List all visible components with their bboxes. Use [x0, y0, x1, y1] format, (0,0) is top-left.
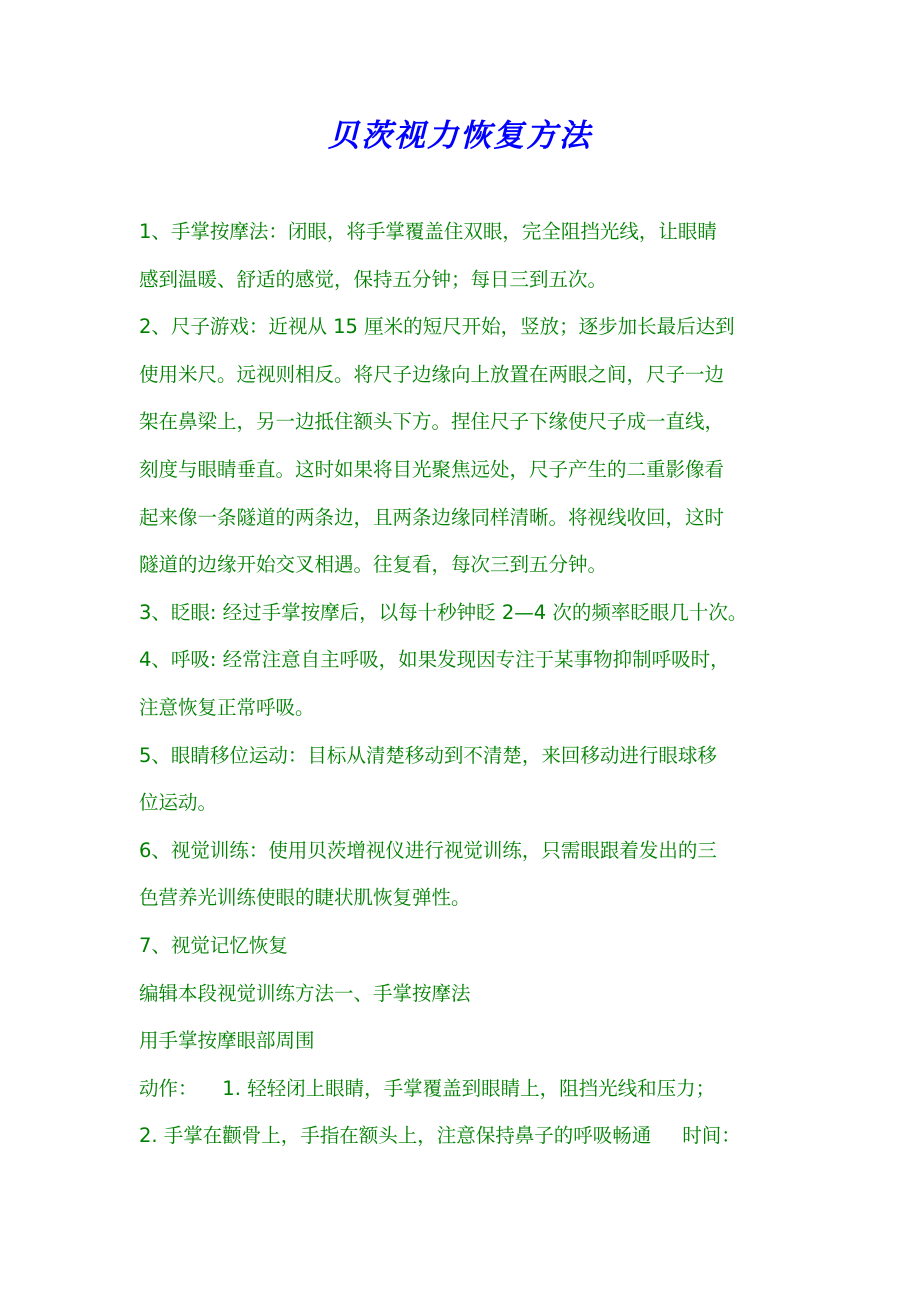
- text-line: 2. 手掌在颧骨上，手指在额头上，注意保持鼻子的呼吸畅通 时间：: [139, 1124, 741, 1148]
- paragraph-action-step-2: [139, 1112, 789, 1160]
- paragraph-visual-training: [139, 827, 789, 922]
- text-line: 编辑本段视觉训练方法一、手掌按摩法: [139, 981, 471, 1005]
- text-line: 刻度与眼睛垂直。这时如果将目光聚焦远处，尺子产生的二重影像看: [139, 457, 725, 481]
- text-line: 用手掌按摩眼部周围: [139, 1029, 315, 1053]
- text-line: 6、视觉训练：使用贝茨增视仪进行视觉训练，只需眼跟着发出的三: [139, 838, 717, 862]
- paragraph-breathing: [139, 636, 789, 731]
- document-body: [139, 208, 789, 1160]
- text-line: 使用米尺。远视则相反。将尺子边缘向上放置在两眼之间，尺子一边: [139, 362, 725, 386]
- text-line: 架在鼻梁上，另一边抵住额头下方。捏住尺子下缘使尺子成一直线，: [139, 410, 725, 434]
- document-title: 贝茨视力恢复方法: [328, 118, 592, 154]
- paragraph-hand-massage: [139, 208, 789, 303]
- paragraph-ruler-game: [139, 303, 789, 589]
- text-line: 色营养光训练使眼的睫状肌恢复弹性。: [139, 886, 471, 910]
- paragraph-subtitle: [139, 1017, 789, 1065]
- paragraph-visual-memory: [139, 922, 789, 970]
- text-line: 3、眨眼: 经过手掌按摩后，以每十秒钟眨 2—4 次的频率眨眼几十次。: [139, 600, 748, 624]
- text-line: 注意恢复正常呼吸。: [139, 695, 315, 719]
- section-heading: [139, 970, 789, 1018]
- paragraph-eye-shifting: [139, 732, 789, 827]
- text-line: 1、手掌按摩法：闭眼，将手掌覆盖住双眼，完全阻挡光线，让眼睛: [139, 220, 717, 243]
- text-line: 5、眼睛移位运动：目标从清楚移动到不清楚，来回移动进行眼球移: [139, 743, 717, 767]
- text-line: 起来像一条隧道的两条边，且两条边缘同样清晰。将视线收回，这时: [139, 505, 725, 529]
- paragraph-action-step-1: [139, 1065, 789, 1113]
- text-line: 4、呼吸: 经常注意自主呼吸，如果发现因专注于某事物抑制呼吸时，: [139, 648, 730, 672]
- text-line: 感到温暖、舒适的感觉，保持五分钟；每日三到五次。: [139, 267, 608, 291]
- text-line: 2、尺子游戏：近视从 15 厘米的短尺开始，竖放；逐步加长最后达到: [139, 315, 735, 339]
- paragraph-blinking: [139, 589, 789, 637]
- text-line: 位运动。: [139, 791, 218, 815]
- text-line: 7、视觉记忆恢复: [139, 933, 288, 957]
- text-line: 动作： 1. 轻轻闭上眼睛，手掌覆盖到眼睛上，阻挡光线和压力；: [139, 1076, 716, 1100]
- text-line: 隧道的边缘开始交叉相遇。往复看，每次三到五分钟。: [139, 553, 608, 577]
